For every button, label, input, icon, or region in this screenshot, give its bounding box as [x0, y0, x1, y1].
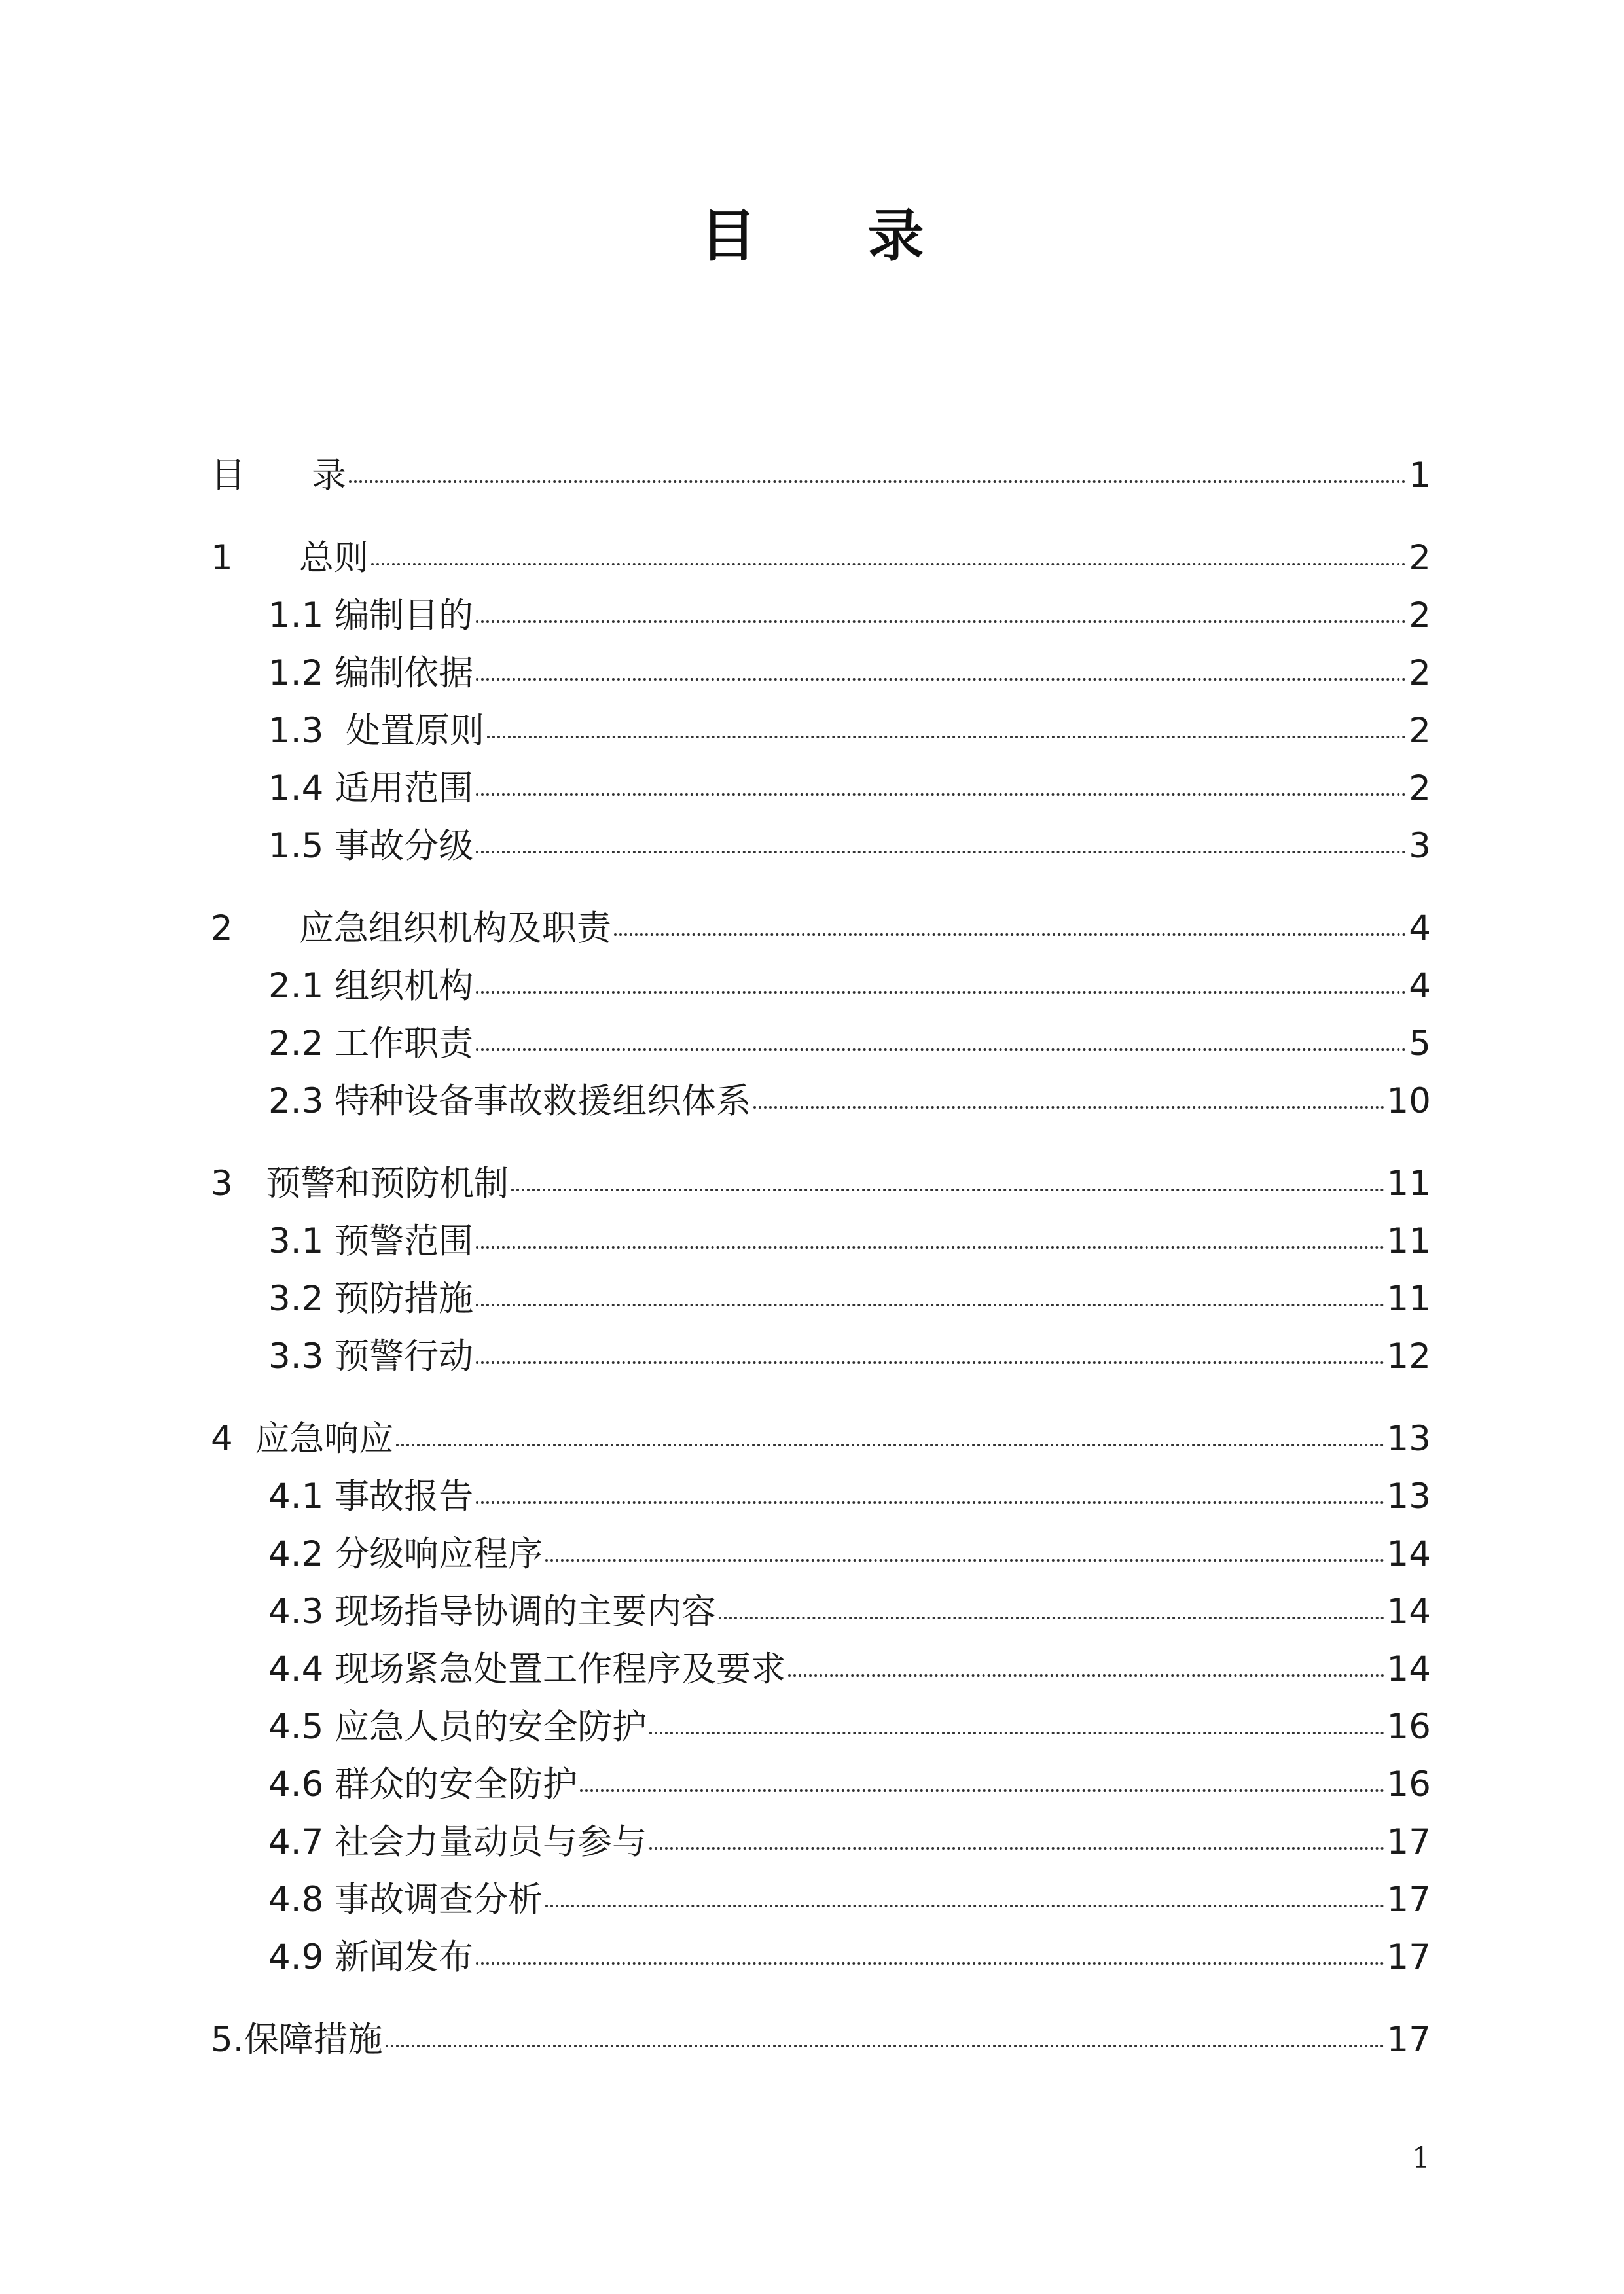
- toc-entry-number: 3.3: [268, 1336, 324, 1376]
- toc-entry-page-number: 2: [1409, 768, 1431, 808]
- toc-entry[interactable]: [211, 768, 1431, 829]
- toc-entry-spacing: [323, 1537, 334, 1571]
- toc-entry-spacing: [323, 1479, 334, 1514]
- toc-entry-page-number: 17: [1386, 1822, 1431, 1862]
- toc-entry[interactable]: [211, 1081, 1431, 1141]
- toc-entry-page-number: 1: [1409, 456, 1431, 495]
- toc-entry-spacing: [323, 1825, 334, 1859]
- toc-entry-number: 2.1: [268, 966, 324, 1006]
- toc-entry-spacing: [323, 1882, 334, 1917]
- toc-dot-leader: [476, 678, 1406, 681]
- toc-entry-title: 现场指导协调的主要内容: [334, 1592, 717, 1632]
- toc-entry-spacing: [233, 1422, 255, 1456]
- toc-entry-title: 预警范围: [334, 1221, 474, 1261]
- toc-entry[interactable]: [211, 653, 1431, 713]
- toc-entry-number: 4.1: [268, 1477, 324, 1516]
- toc-entry[interactable]: [211, 1419, 1431, 1479]
- toc-entry-page-number: 17: [1386, 1880, 1431, 1920]
- toc-entry-title: 社会力量动员与参与: [334, 1822, 647, 1862]
- toc-entry-number: 1.5: [268, 826, 324, 866]
- toc-entry-page-number: 12: [1386, 1336, 1431, 1376]
- toc-entry-title: 预警和预防机制: [266, 1164, 509, 1204]
- toc-dot-leader: [545, 1559, 1384, 1562]
- toc-dot-leader: [386, 2045, 1384, 2047]
- title-char-2: 录: [867, 203, 924, 269]
- toc-entry[interactable]: [211, 1026, 1431, 1084]
- toc-entry-title: 组织机构: [334, 966, 474, 1006]
- toc-entry-number: 1: [211, 538, 233, 578]
- toc-entry-spacing: [323, 1339, 334, 1374]
- toc-entry-title: 群众的安全防护: [334, 1765, 578, 1804]
- toc-entry-number: 2.2: [268, 1024, 324, 1064]
- toc-entry-title: 编制目的: [334, 596, 474, 636]
- toc-entry-title: 总则: [298, 538, 369, 578]
- toc-entry-title: 现场紧急处置工作程序及要求: [334, 1649, 786, 1689]
- toc-entry-page-number: 11: [1386, 1279, 1431, 1319]
- toc-entry-page-number: 2: [1409, 596, 1431, 636]
- toc-entry-spacing: [323, 1026, 334, 1061]
- toc-dot-leader: [614, 933, 1406, 936]
- toc-entry-spacing: [233, 1166, 266, 1201]
- toc-entry-spacing: [323, 1224, 334, 1259]
- toc-entry-number: 目: [211, 456, 245, 495]
- toc-entry[interactable]: [211, 1937, 1431, 1998]
- toc-entry-number: 1.4: [268, 768, 324, 808]
- toc-dot-leader: [396, 1444, 1384, 1446]
- toc-entry[interactable]: [211, 1882, 1431, 1940]
- toc-entry-title: 特种设备事故救援组织体系: [334, 1081, 751, 1121]
- toc-entry-page-number: 17: [1386, 1937, 1431, 1977]
- toc-entry-number: 4.3: [268, 1592, 324, 1632]
- toc-entry-page-number: 14: [1386, 1592, 1431, 1632]
- toc-entry-number: 4.6: [268, 1765, 324, 1804]
- toc-dot-leader: [476, 1962, 1384, 1965]
- toc-dot-leader: [371, 563, 1406, 565]
- page-title: [0, 203, 1624, 269]
- toc-entry-title: 预防措施: [334, 1279, 474, 1319]
- toc-entry-page-number: 2: [1409, 538, 1431, 578]
- toc-dot-leader: [753, 1106, 1384, 1109]
- toc-entry-spacing: [323, 1710, 334, 1744]
- toc-dot-leader: [476, 991, 1406, 994]
- toc-entry-title: 预警行动: [334, 1336, 474, 1376]
- toc-entry[interactable]: [211, 713, 1431, 771]
- toc-entry-number: 2: [211, 908, 233, 948]
- toc-entry-page-number: 2: [1409, 711, 1431, 751]
- toc-entry-spacing: [323, 1767, 334, 1802]
- toc-entry-number: 4.9: [268, 1937, 324, 1977]
- toc-entry-number: 4.4: [268, 1649, 324, 1689]
- toc-entry-number: 5.: [211, 2020, 244, 2060]
- toc-entry[interactable]: [211, 1707, 1431, 1767]
- toc-dot-leader: [476, 620, 1406, 623]
- toc-entry-spacing: [323, 1652, 334, 1687]
- toc-entry-title: 应急响应: [255, 1419, 394, 1459]
- toc-dot-leader: [476, 1361, 1384, 1364]
- toc-entry-page-number: 3: [1409, 826, 1431, 866]
- toc-entry-number: 2.3: [268, 1081, 324, 1121]
- toc-entry[interactable]: [211, 1594, 1431, 1652]
- toc-entry-spacing: [323, 771, 334, 806]
- toc-entry-number: 4.7: [268, 1822, 324, 1862]
- toc-dot-leader: [649, 1847, 1384, 1850]
- toc-entry[interactable]: [211, 1479, 1431, 1537]
- toc-entry[interactable]: [211, 1336, 1431, 1397]
- toc-entry-title: 适用范围: [334, 768, 474, 808]
- toc-dot-leader: [349, 480, 1406, 483]
- toc-entry-number: 4.5: [268, 1707, 324, 1747]
- toc-entry-number: 3.2: [268, 1279, 324, 1319]
- toc-entry-page-number: 13: [1386, 1477, 1431, 1516]
- toc-entry[interactable]: [211, 598, 1431, 656]
- toc-entry[interactable]: [211, 1281, 1431, 1339]
- toc-entry-title: 编制依据: [334, 653, 474, 693]
- toc-entry-spacing: [323, 1084, 334, 1119]
- toc-entry-page-number: 11: [1386, 1164, 1431, 1204]
- toc-dot-leader: [719, 1617, 1384, 1619]
- toc-entry-title: 保障措施: [244, 2020, 383, 2060]
- toc-entry-page-number: 16: [1386, 1765, 1431, 1804]
- toc-entry-spacing: [323, 969, 334, 1003]
- toc-entry-title: 处置原则: [346, 711, 484, 751]
- toc-entry-title: 录: [312, 456, 347, 495]
- toc-entry[interactable]: [211, 1534, 1431, 1594]
- toc-entry-spacing: [323, 656, 334, 690]
- toc-entry[interactable]: [211, 538, 1431, 598]
- toc-entry[interactable]: [211, 1649, 1431, 1710]
- toc-entry-number: 4.8: [268, 1880, 324, 1920]
- toc-entry-number: 3.1: [268, 1221, 324, 1261]
- toc-dot-leader: [788, 1674, 1384, 1677]
- toc-entry-spacing: [233, 911, 299, 946]
- toc-entry-spacing: [323, 598, 334, 633]
- toc-entry-title: 事故报告: [334, 1477, 474, 1516]
- toc-entry-spacing: [245, 458, 312, 493]
- toc-entry-page-number: 14: [1386, 1649, 1431, 1689]
- toc-entry-number: 4: [211, 1419, 233, 1459]
- page-number: 1: [1412, 2142, 1430, 2175]
- toc-entry-spacing: [323, 1940, 334, 1975]
- toc-entry-title: 事故调查分析: [334, 1880, 543, 1920]
- toc-entry[interactable]: [211, 1767, 1431, 1825]
- toc-entry-number: 1.3: [268, 711, 324, 751]
- toc-dot-leader: [476, 1304, 1384, 1306]
- toc-dot-leader: [476, 1246, 1384, 1249]
- toc-entry-title: 工作职责: [334, 1024, 474, 1064]
- toc-entry[interactable]: [211, 826, 1431, 886]
- toc-entry-title: 分级响应程序: [334, 1534, 543, 1574]
- toc-entry-title: 应急组织机构及职责: [298, 908, 611, 948]
- toc-entry-title: 应急人员的安全防护: [334, 1707, 647, 1747]
- toc-dot-leader: [476, 851, 1406, 853]
- toc-entry[interactable]: [211, 1822, 1431, 1882]
- toc-dot-leader: [487, 736, 1406, 738]
- toc-entry-page-number: 5: [1409, 1024, 1431, 1064]
- toc-entry-page-number: 11: [1386, 1221, 1431, 1261]
- toc-entry-page-number: 10: [1386, 1081, 1431, 1121]
- toc-dot-leader: [545, 1905, 1384, 1907]
- toc-entry-page-number: 17: [1386, 2020, 1431, 2060]
- toc-entry[interactable]: [211, 2022, 1431, 2080]
- toc-entry-number: 1.1: [268, 596, 324, 636]
- toc-dot-leader: [476, 1048, 1406, 1051]
- toc-entry-spacing: [323, 829, 334, 863]
- table-of-contents: [211, 458, 1431, 2080]
- toc-entry[interactable]: [211, 966, 1431, 1026]
- toc-dot-leader: [476, 1501, 1384, 1504]
- toc-dot-leader: [580, 1789, 1384, 1792]
- toc-entry-number: 1.2: [268, 653, 324, 693]
- toc-dot-leader: [649, 1732, 1384, 1734]
- toc-entry-page-number: 4: [1409, 966, 1431, 1006]
- toc-entry-page-number: 14: [1386, 1534, 1431, 1574]
- toc-entry-page-number: 13: [1386, 1419, 1431, 1459]
- toc-entry-page-number: 16: [1386, 1707, 1431, 1747]
- toc-entry-spacing: [323, 1281, 334, 1316]
- toc-entry-page-number: 2: [1409, 653, 1431, 693]
- toc-entry-spacing: [323, 713, 346, 748]
- toc-entry[interactable]: [211, 908, 1431, 969]
- toc-entry-title: 新闻发布: [334, 1937, 474, 1977]
- toc-entry-page-number: 4: [1409, 908, 1431, 948]
- toc-entry-number: 3: [211, 1164, 233, 1204]
- toc-dot-leader: [511, 1189, 1384, 1191]
- toc-dot-leader: [476, 793, 1406, 796]
- toc-entry[interactable]: [211, 1221, 1431, 1281]
- toc-entry-spacing: [233, 541, 299, 575]
- toc-entry[interactable]: [211, 458, 1431, 516]
- toc-entry-title: 事故分级: [334, 826, 474, 866]
- toc-entry[interactable]: [211, 1166, 1431, 1224]
- toc-entry-number: 4.2: [268, 1534, 324, 1574]
- toc-entry-spacing: [323, 1594, 334, 1629]
- title-char-1: 目: [700, 203, 757, 269]
